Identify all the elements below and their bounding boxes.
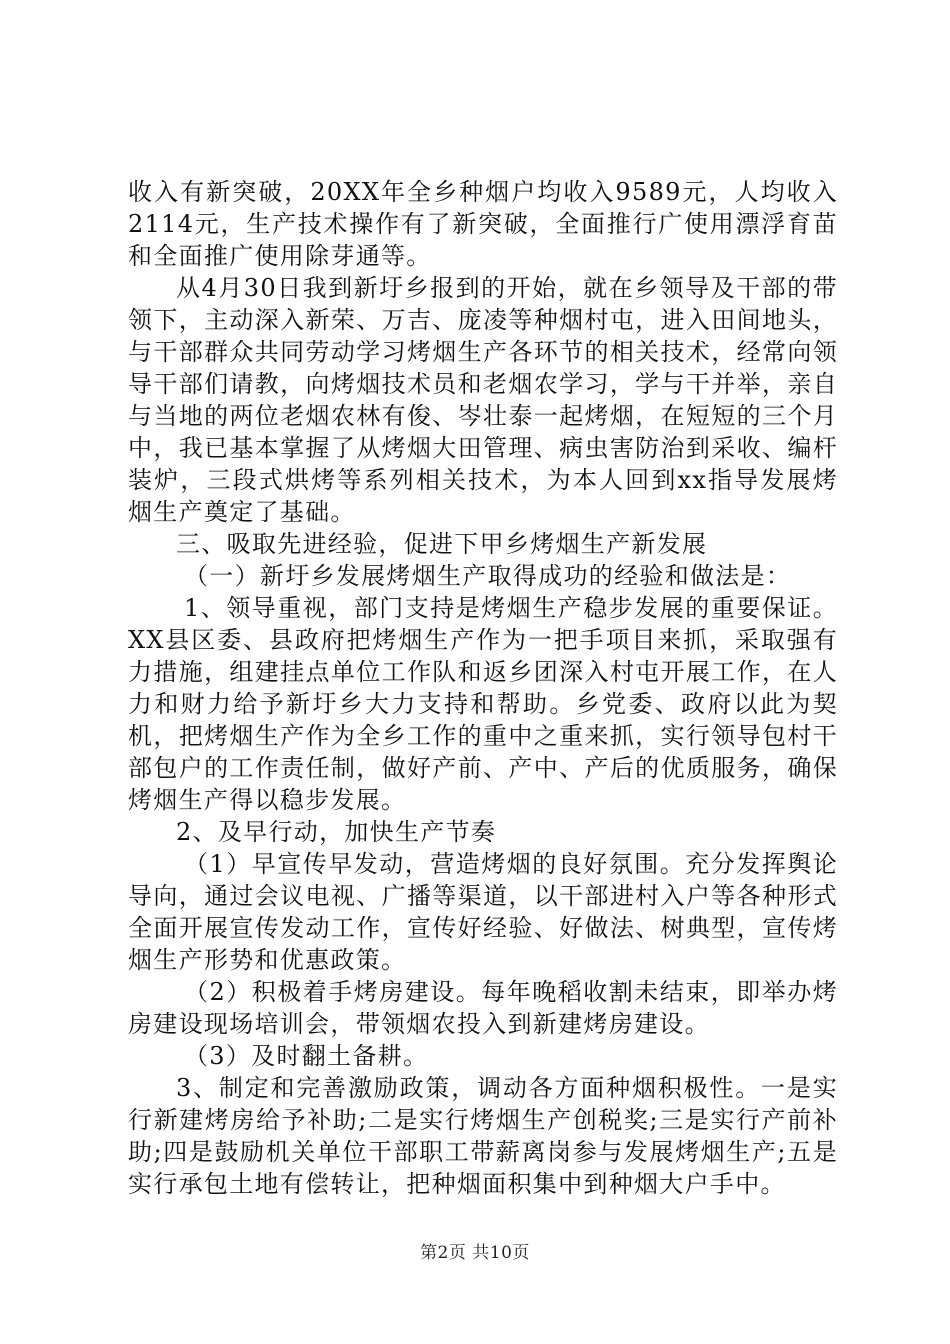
paragraph-continuation: 收入有新突破，20XX年全乡种烟户均收入9589元，人均收入2114元，生产技术操作有了新突破，全面推行广使用漂浮育苗和全面推广使用除芽通等。 bbox=[128, 178, 838, 270]
page-number-footer: 第2页 共10页 bbox=[420, 1243, 530, 1263]
paragraph-item-2: （2）积极着手烤房建设。每年晚稻收割未结束，即举办烤房建设现场培训会，带领烟农投入到新建烤房建设。 bbox=[128, 978, 838, 1038]
section-heading-3: 三、吸取先进经验，促进下甲乡烤烟生产新发展 bbox=[176, 530, 708, 558]
paragraph-study-experience: 从4月30日我到新圩乡报到的开始，就在乡领导及干部的带领下，主动深入新荣、万吉、庞凌等种烟村屯，进入田间地头，与干部群众共同劳动学习烤烟生产各环节的相关技术，经常向领导干部们请教，向烤烟技术员和老烟农学习，学与干并举，亲自与当地的两位老烟农林有俊、岑壮泰一起烤烟，在短短的三个月中，我已基本掌握了从烤烟大田管理、病虫害防治到采收、编杆装炉，三段式烘烤等系列相关技术，为本人回到xx指导发展烤烟生产奠定了基础。 bbox=[128, 274, 838, 526]
paragraph-item-3: （3）及时翻土备耕。 bbox=[184, 1042, 429, 1070]
paragraph-item-1: （1）早宣传早发动，营造烤烟的良好氛围。充分发挥舆论导向，通过会议电视、广播等渠道，以干部进村入户等各种形式全面开展宣传发动工作，宣传好经验、好做法、树典型，宣传烤烟生产形势和优惠政策。 bbox=[128, 850, 838, 974]
paragraph-point-1: 1、领导重视，部门支持是烤烟生产稳步发展的重要保证。XX县区委、县政府把烤烟生产作为一把手项目来抓，采取强有力措施，组建挂点单位工作队和返乡团深入村屯开展工作，在人力和财力给予新圩乡大力支持和帮助。乡党委、政府以此为契机，把烤烟生产作为全乡工作的重中之重来抓，实行领导包村干部包户的工作责任制，做好产前、产中、产后的优质服务，确保烤烟生产得以稳步发展。 bbox=[128, 594, 838, 814]
document-body bbox=[128, 176, 838, 1200]
subsection-heading-1: （一）新圩乡发展烤烟生产取得成功的经验和做法是： bbox=[184, 562, 792, 590]
paragraph-point-3: 3、制定和完善激励政策，调动各方面种烟积极性。一是实行新建烤房给予补助;二是实行烤烟生产创税奖;三是实行产前补助;四是鼓励机关单位干部职工带薪离岗参与发展烤烟生产;五是实行承包土地有偿转让，把种烟面积集中到种烟大户手中。 bbox=[128, 1074, 838, 1198]
paragraph-point-2: 2、及早行动，加快生产节奏 bbox=[176, 818, 497, 846]
